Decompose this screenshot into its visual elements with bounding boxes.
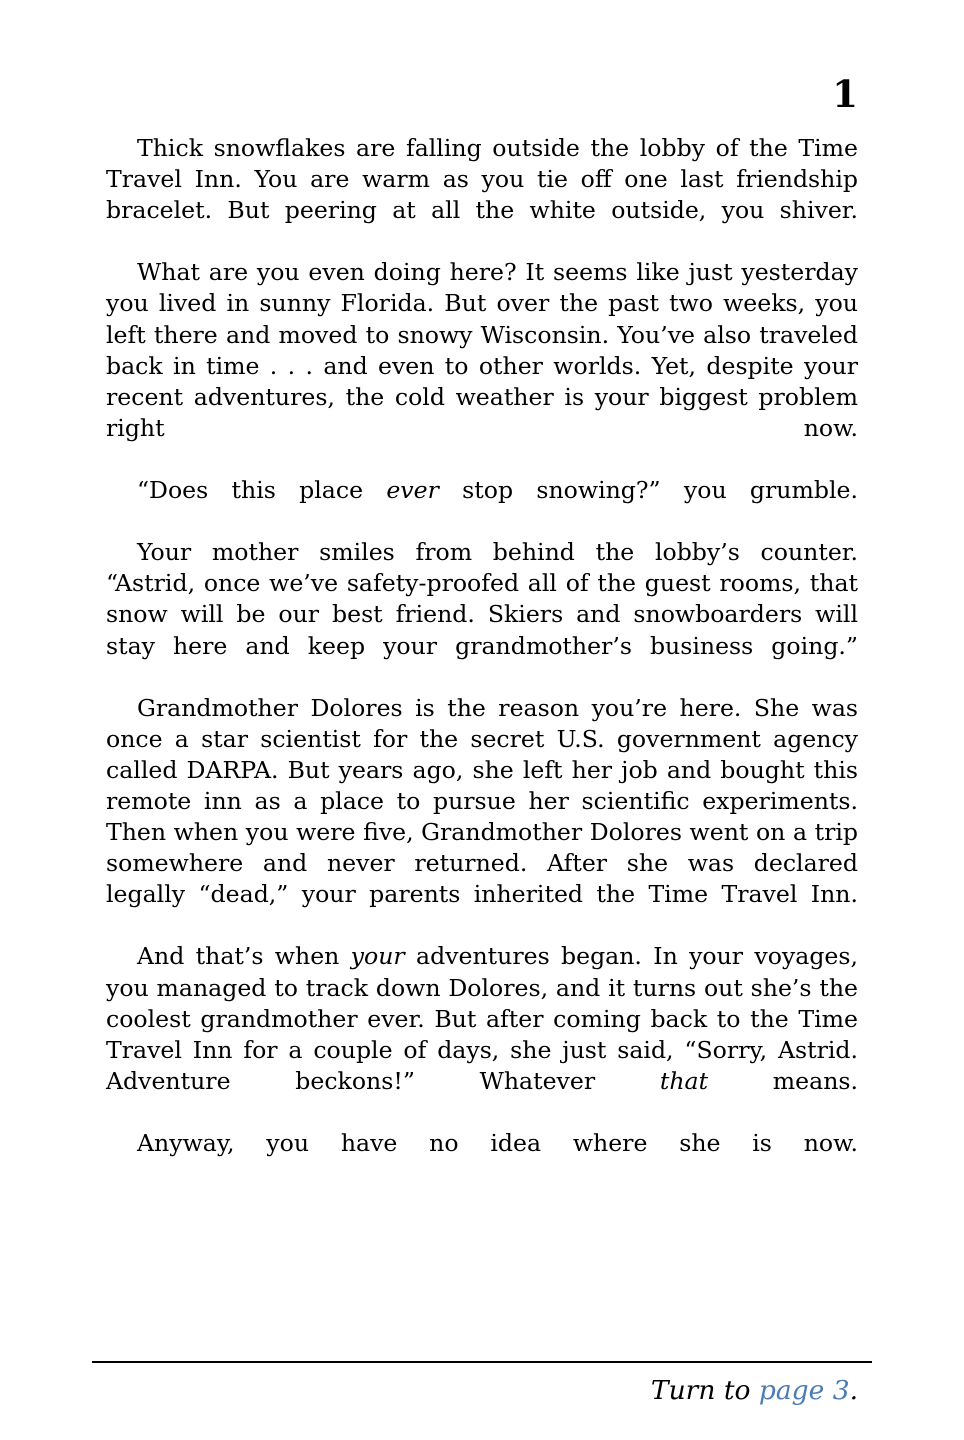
paragraph bbox=[106, 693, 858, 942]
text-run: What are you even doing here? It seems like just yesterday you lived in sunny Florida. But over the past two weeks, you left there and moved to snowy Wisconsin. You’ve also traveled back in time . . . and even to other worlds. Yet, despite your recent adventures, the cold weather is your biggest problem right now. bbox=[106, 258, 858, 442]
story-text-block bbox=[106, 133, 858, 1190]
paragraph bbox=[106, 133, 858, 257]
footer-period: . bbox=[849, 1375, 858, 1406]
paragraph bbox=[106, 941, 858, 1128]
text-run: adventures began. In your voyages, you managed to track down Dolores, and it turns out she’s the coolest grandmother ever. But after coming back to the Time Travel Inn for a couple of days, she just said, “Sorry, Astrid. Adventure beckons!” Whatever bbox=[106, 942, 858, 1095]
emphasis: your bbox=[350, 942, 405, 971]
emphasis: that bbox=[659, 1066, 709, 1095]
page-number: 1 bbox=[832, 72, 858, 116]
text-run: Anyway, you have no idea where she is now. bbox=[137, 1129, 858, 1157]
page-3-link[interactable]: page 3 bbox=[758, 1375, 850, 1406]
text-run: Your mother smiles from behind the lobby’s counter. “Astrid, once we’ve safety-proofed all of the guest rooms, that snow will be our best friend. Skiers and snowboarders will stay here and keep your grandmother’s business going.” bbox=[106, 538, 858, 660]
paragraph bbox=[106, 257, 858, 475]
text-run: means. bbox=[708, 1066, 858, 1095]
footer-navigation bbox=[106, 1374, 858, 1408]
text-run: Thick snowflakes are falling outside the lobby of the Time Travel Inn. You are warm as you tie off one last friendship bracelet. But peering at all the white outside, you shiver. bbox=[106, 134, 858, 225]
text-run: Grandmother Dolores is the reason you’re here. She was once a star scientist for the secret U.S. government agency called DARPA. But years ago, she left her job and bought this remote inn as a place to pursue her scientific experiments. Then when you were five, Grandmother Dolores went on a trip somewhere and never returned. After she was declared legally “dead,” your parents inherited the Time Travel Inn. bbox=[106, 693, 858, 909]
footer-divider bbox=[92, 1361, 872, 1363]
paragraph bbox=[106, 475, 858, 537]
text-run: stop snowing?” you grumble. bbox=[438, 476, 858, 505]
paragraph bbox=[106, 537, 858, 692]
emphasis: ever bbox=[386, 476, 439, 505]
paragraph bbox=[106, 1128, 858, 1190]
text-run: And that’s when bbox=[137, 942, 351, 971]
text-run: “Does this place bbox=[137, 476, 387, 505]
turn-to-label: Turn to bbox=[650, 1375, 759, 1406]
